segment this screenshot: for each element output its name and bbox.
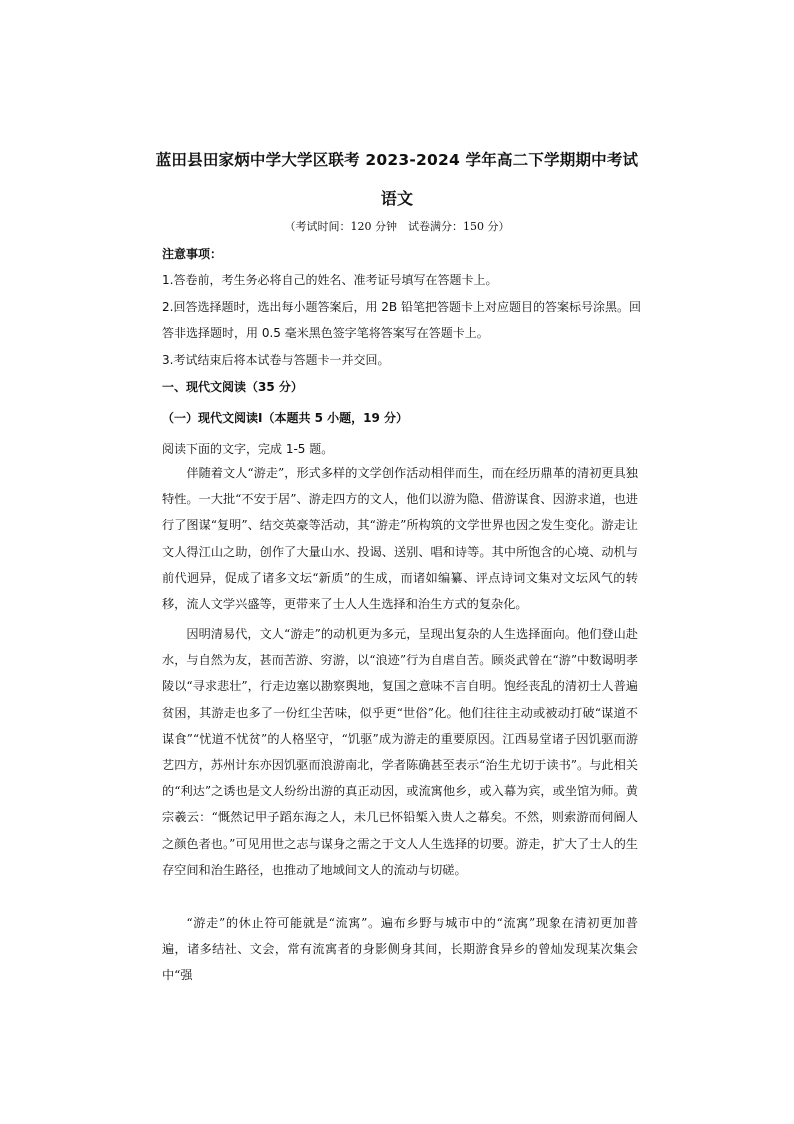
passage-paragraph-2: 因明清易代，文人“游走”的动机更为多元，呈现出复杂的人生选择面向。他们登山赴水，与自然为友，甚而苦游、穷游，以“浪迹”行为自虐自苦。顾炎武曾在“游”中数谒明孝陵以“寻求悲壮”，行走边塞以勘察舆地，复国之意味不言自明。饱经丧乱的清初士人普遍贫困，其游走也多了一份红尘苦味，似乎更“世俗”化。他们往往主动或被动打破“谋道不谋食”“忧道不忧贫”的人格坚守，“饥驱”成为游走的重要原因。江西易堂诸子因饥驱而游艺四方，苏州计东亦因饥驱而浪游南北，学者陈确甚至表示“治生尤切于读书”。与此相关的“利达”之诱也是文人纷纷出游的真正动因，或流寓他乡，或入幕为宾，或坐馆为师。黄宗羲云：“慨然记甲子蹈东海之人，未几已怀铅椠入贵人之幕矣。不然，则索游而伺阍人之颜色者也。”可见用世之志与谋身之需之于文人人生选择的切要。游走，扩大了士人的生存空间和治生路径，也推动了地域间文人的流动与切磋。 [162, 627, 639, 877]
subject-title: 语文 [380, 189, 414, 208]
section-heading: 一、现代文阅读（35 分） [162, 380, 303, 394]
passage-paragraph-1: 伴随着文人“游走”，形式多样的文学创作活动相伴而生，而在经历鼎革的清初更具独特性。一大批“不安于居”、游走四方的文人，他们以游为隐、借游谋食、因游求道，也进行了图谋“复明”、结交英豪等活动，其“游走”所构筑的文学世界也因之发生变化。游走让文人得江山之助，创作了大量山水、投谒、送别、唱和诗等。其中所饱含的心境、动机与前代迥异，促成了诸多文坛“新质”的生成，而诸如编纂、评点诗词文集对文坛风气的转移，流人文学兴盛等，更带来了士人人生选择和治生方式的复杂化。 [162, 466, 638, 612]
reading-instruction: 阅读下面的文字，完成 1-5 题。 [162, 442, 334, 456]
notice-item-2-line-1: 2.回答选择题时，选出每小题答案后，用 2B 铅笔把答题卡上对应题目的答案标号涂黑。回 [162, 300, 641, 314]
notice-item-2-line-2: 答非选择题时，用 0.5 毫米黑色签字笔将答案写在答题卡上。 [162, 326, 489, 340]
passage-paragraph-3: “游走”的休止符可能就是“流寓”。遍布乡野与城市中的“流寓”现象在清初更加普遍，诸多结社、文会，常有流寓者的身影侧身其间，长期游食异乡的曾灿发现某次集会中“强 [162, 916, 638, 983]
notice-heading: 注意事项： [162, 247, 223, 261]
exam-title: 蓝田县田家炳中学大学区联考 2023-2024 学年高二下学期期中考试 [155, 151, 639, 169]
exam-info: （考试时间：120 分钟 试卷满分：150 分） [284, 220, 510, 233]
notice-item-3: 3.考试结束后将本试卷与答题卡一并交回。 [162, 353, 390, 367]
sub-section-heading: （一）现代文阅读Ⅰ（本题共 5 小题，19 分） [162, 411, 409, 425]
notice-item-1: 1.答卷前，考生务必将自己的姓名、准考证号填写在答题卡上。 [162, 273, 498, 287]
